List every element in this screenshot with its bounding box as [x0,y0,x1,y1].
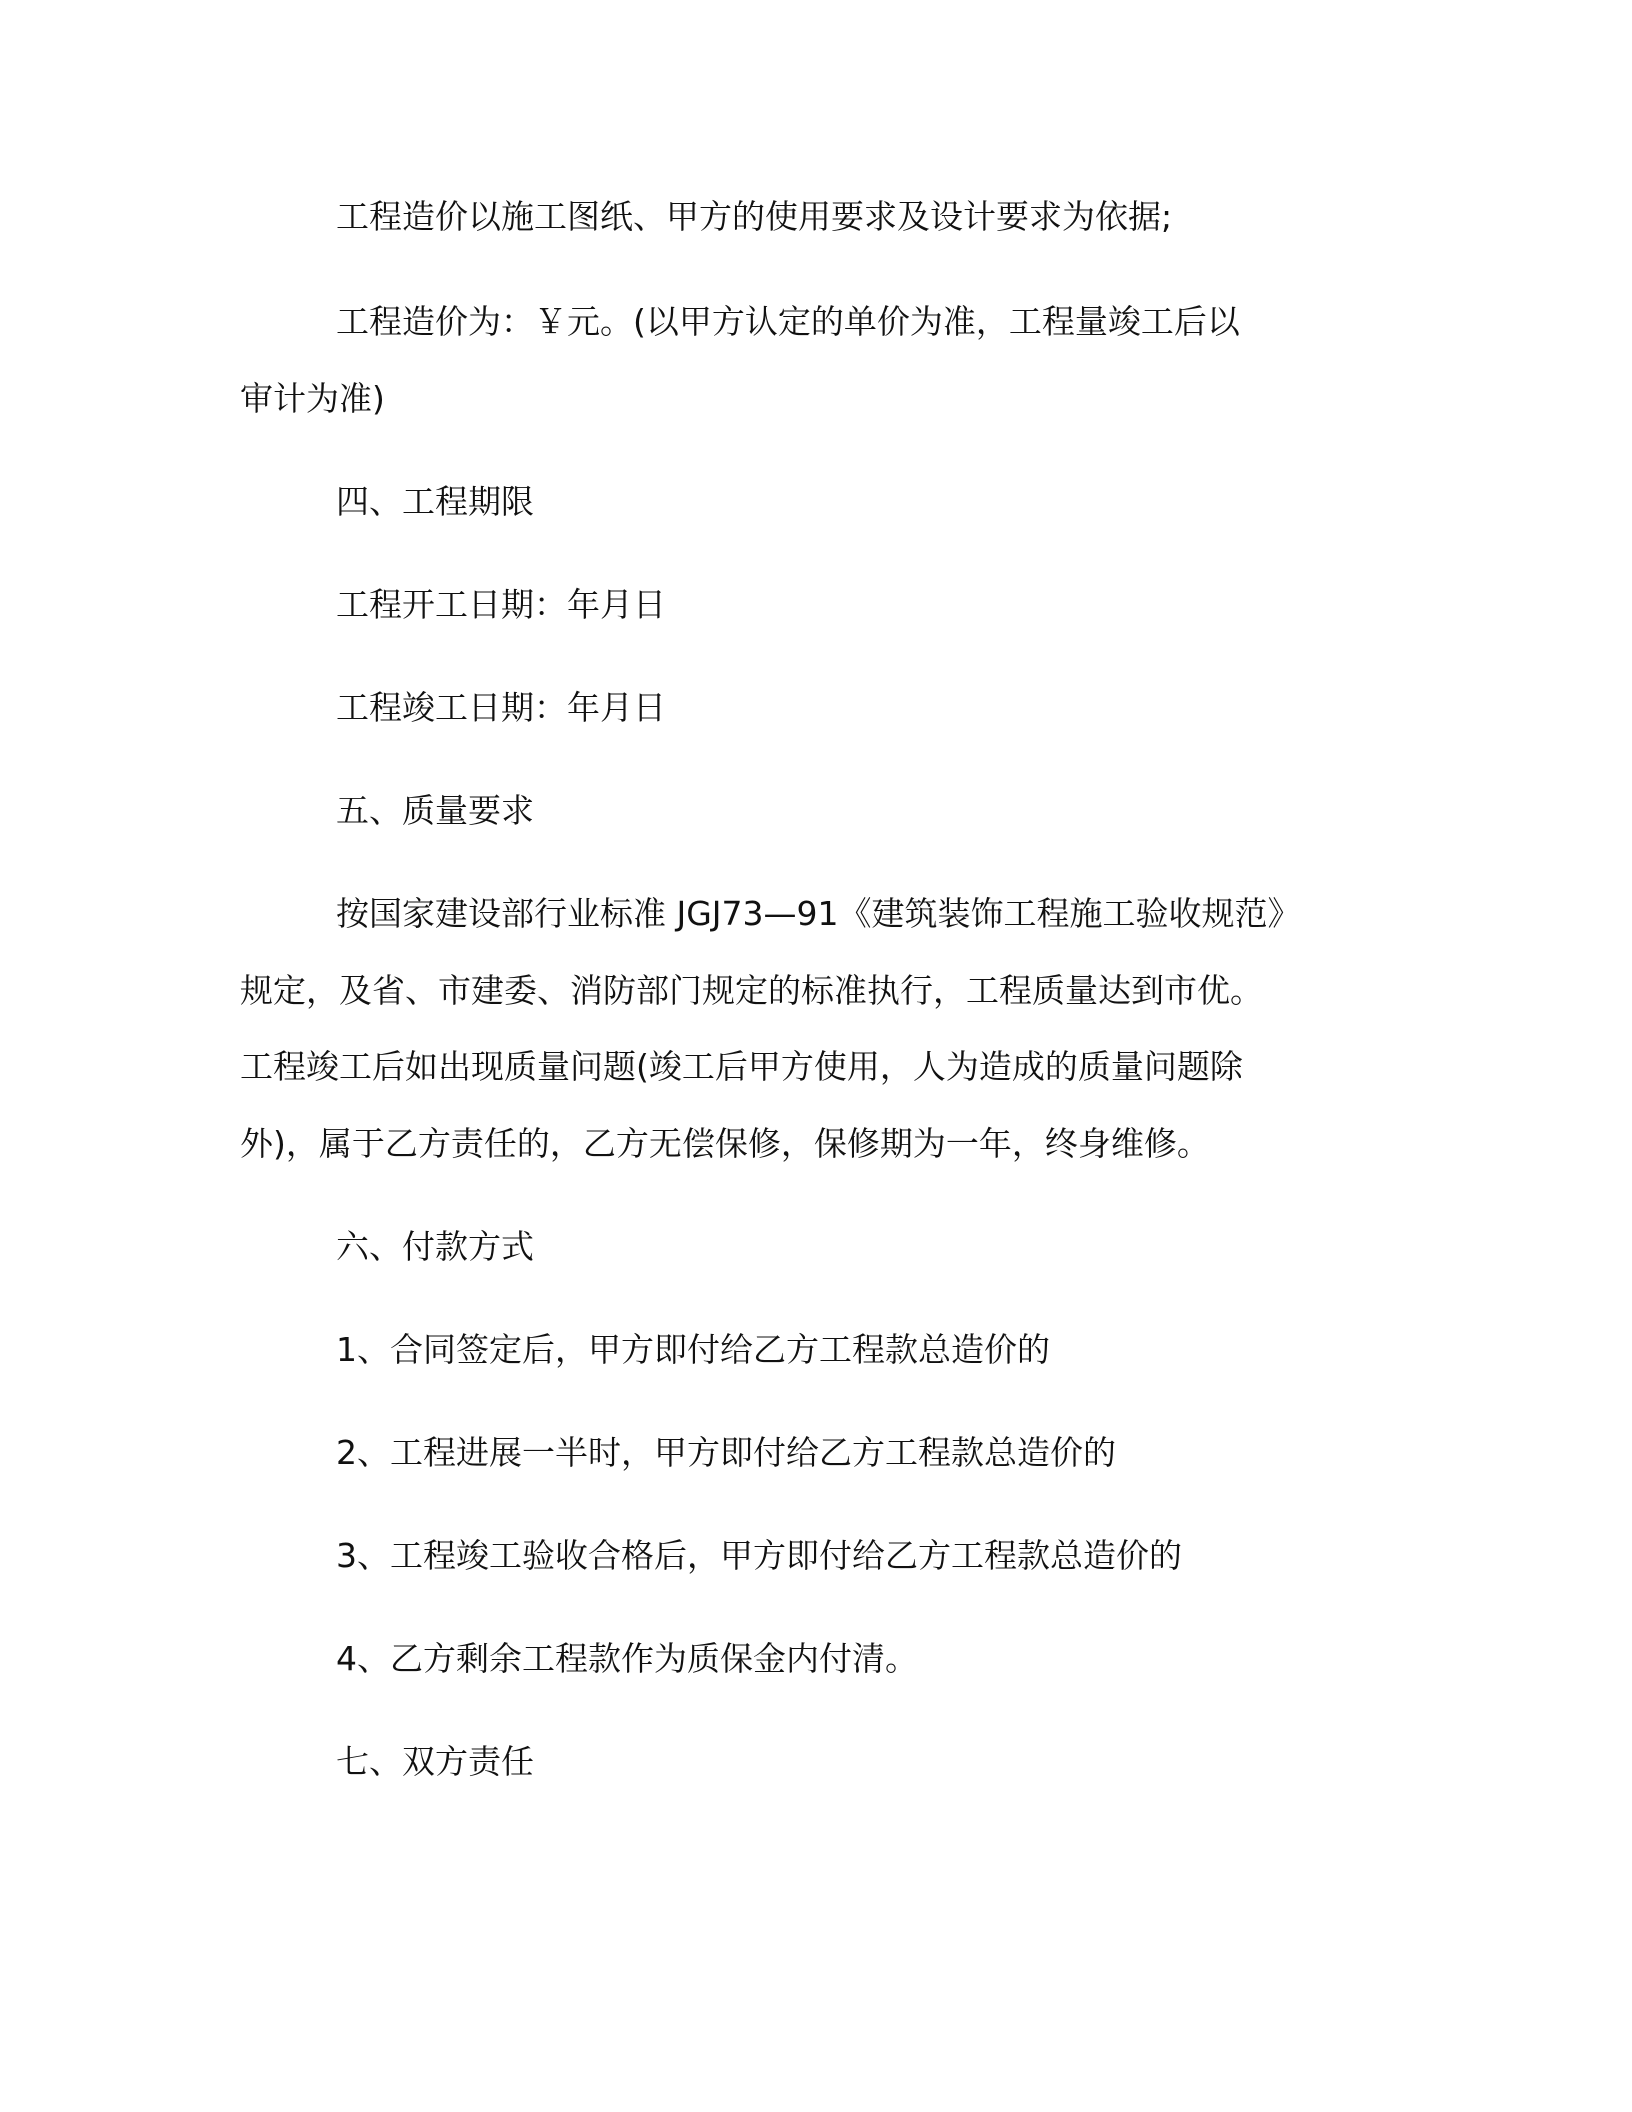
quality-paragraph-line-4: 外)，属于乙方责任的，乙方无偿保修，保修期为一年，终身维修。 [240,1124,1210,1163]
quality-paragraph-line-1: 按国家建设部行业标准 JGJ73—91《建筑装饰工程施工验收规范》 [336,894,1301,933]
section-heading-schedule: 四、工程期限 [336,482,534,521]
payment-item-1: 1、合同签定后，甲方即付给乙方工程款总造价的 [336,1330,1050,1369]
payment-item-4: 4、乙方剩余工程款作为质保金内付清。 [336,1639,918,1678]
section-heading-responsibilities: 七、双方责任 [336,1742,534,1781]
section-heading-quality: 五、质量要求 [336,791,534,830]
payment-item-3: 3、工程竣工验收合格后，甲方即付给乙方工程款总造价的 [336,1536,1182,1575]
completion-date-text: 工程竣工日期：年月日 [336,688,666,727]
payment-item-2: 2、工程进展一半时，甲方即付给乙方工程款总造价的 [336,1433,1116,1472]
cost-amount-text: 工程造价为：￥元。(以甲方认定的单价为准，工程量竣工后以 [336,302,1240,341]
quality-paragraph-line-2: 规定，及省、市建委、消防部门规定的标准执行，工程质量达到市优。 [240,971,1263,1010]
quality-paragraph-line-3: 工程竣工后如出现质量问题(竣工后甲方使用，人为造成的质量问题除 [240,1047,1243,1086]
cost-basis-text: 工程造价以施工图纸、甲方的使用要求及设计要求为依据; [336,197,1173,236]
cost-amount-text-cont: 审计为准) [240,379,385,418]
start-date-text: 工程开工日期：年月日 [336,585,666,624]
section-heading-payment: 六、付款方式 [336,1227,534,1266]
